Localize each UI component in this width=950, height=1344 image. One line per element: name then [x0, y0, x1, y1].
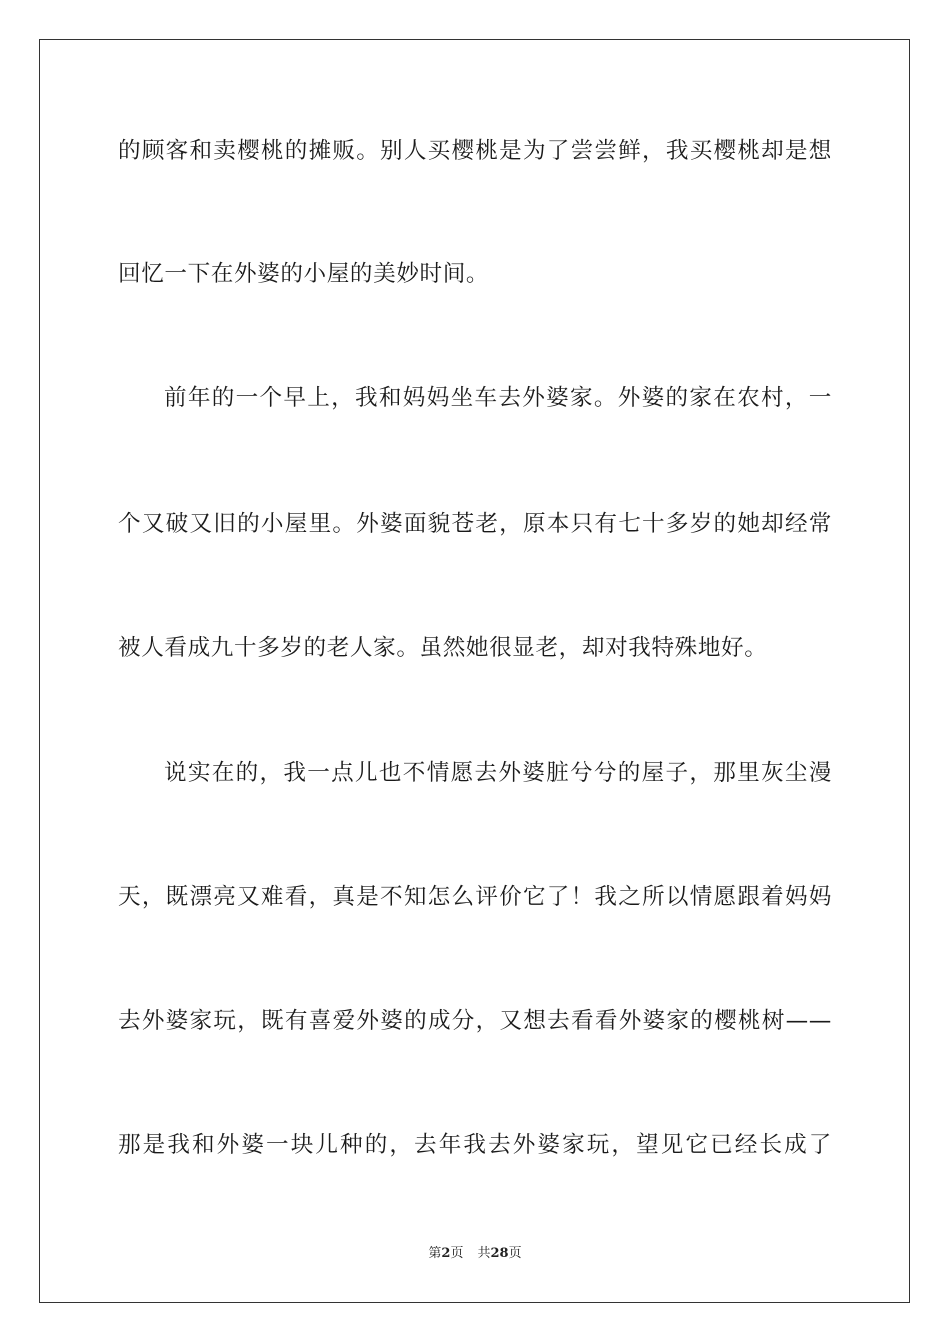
text-line-1: 的顾客和卖樱桃的摊贩。别人买樱桃是为了尝尝鲜，我买樱桃却是想: [118, 138, 832, 164]
total-prefix: 共: [477, 1246, 491, 1261]
page-border: [39, 39, 910, 1303]
total-suffix: 页: [508, 1246, 522, 1261]
text-line-6: 说实在的，我一点儿也不情愿去外婆脏兮兮的屋子，那里灰尘漫: [164, 760, 832, 786]
text-line-9: 那是我和外婆一块儿种的，去年我去外婆家玩，望见它已经长成了: [118, 1132, 832, 1158]
text-line-3: 前年的一个早上，我和妈妈坐车去外婆家。外婆的家在农村，一: [164, 385, 832, 411]
text-line-2: 回忆一下在外婆的小屋的美妙时间。: [118, 261, 490, 287]
page-suffix: 页: [450, 1246, 464, 1261]
total-pages: 28: [490, 1246, 509, 1261]
text-line-7: 天，既漂亮又难看，真是不知怎么评价它了！我之所以情愿跟着妈妈: [118, 884, 832, 910]
text-line-5: 被人看成九十多岁的老人家。虽然她很显老，却对我特殊地好。: [118, 635, 768, 661]
page-number: 2: [441, 1246, 451, 1261]
page-footer: [0, 1245, 950, 1263]
text-line-4: 个又破又旧的小屋里。外婆面貌苍老，原本只有七十多岁的她却经常: [118, 511, 832, 537]
page-prefix: 第: [428, 1246, 442, 1261]
text-line-8: 去外婆家玩，既有喜爱外婆的成分，又想去看看外婆家的樱桃树——: [118, 1008, 832, 1034]
